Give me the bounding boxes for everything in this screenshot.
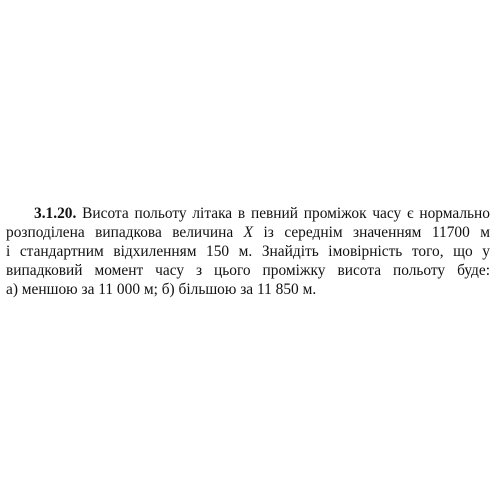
problem-line-2-before: розподілена випадкова величина <box>6 224 234 241</box>
problem-line-1-text: Висота польоту літака в певний проміжок часу є нормально <box>82 205 490 222</box>
problem-line-2 <box>6 223 490 242</box>
problem-text <box>6 204 490 299</box>
problem-line-3: і стандартним відхиленням 150 м. Знайдіть імовірність того, що у <box>6 243 490 260</box>
problem-line-1 <box>6 204 490 223</box>
problem-line-5: а) меншою за 11 000 м; б) більшою за 11 850 м. <box>6 281 317 298</box>
problem-line-4: випадковий момент часу з цього проміжку висота польоту буде: <box>6 262 490 279</box>
variable-x: X <box>243 224 254 241</box>
problem-line-2-after: із середнім значенням 11700 м <box>263 224 490 241</box>
problem-number: 3.1.20. <box>34 205 77 222</box>
